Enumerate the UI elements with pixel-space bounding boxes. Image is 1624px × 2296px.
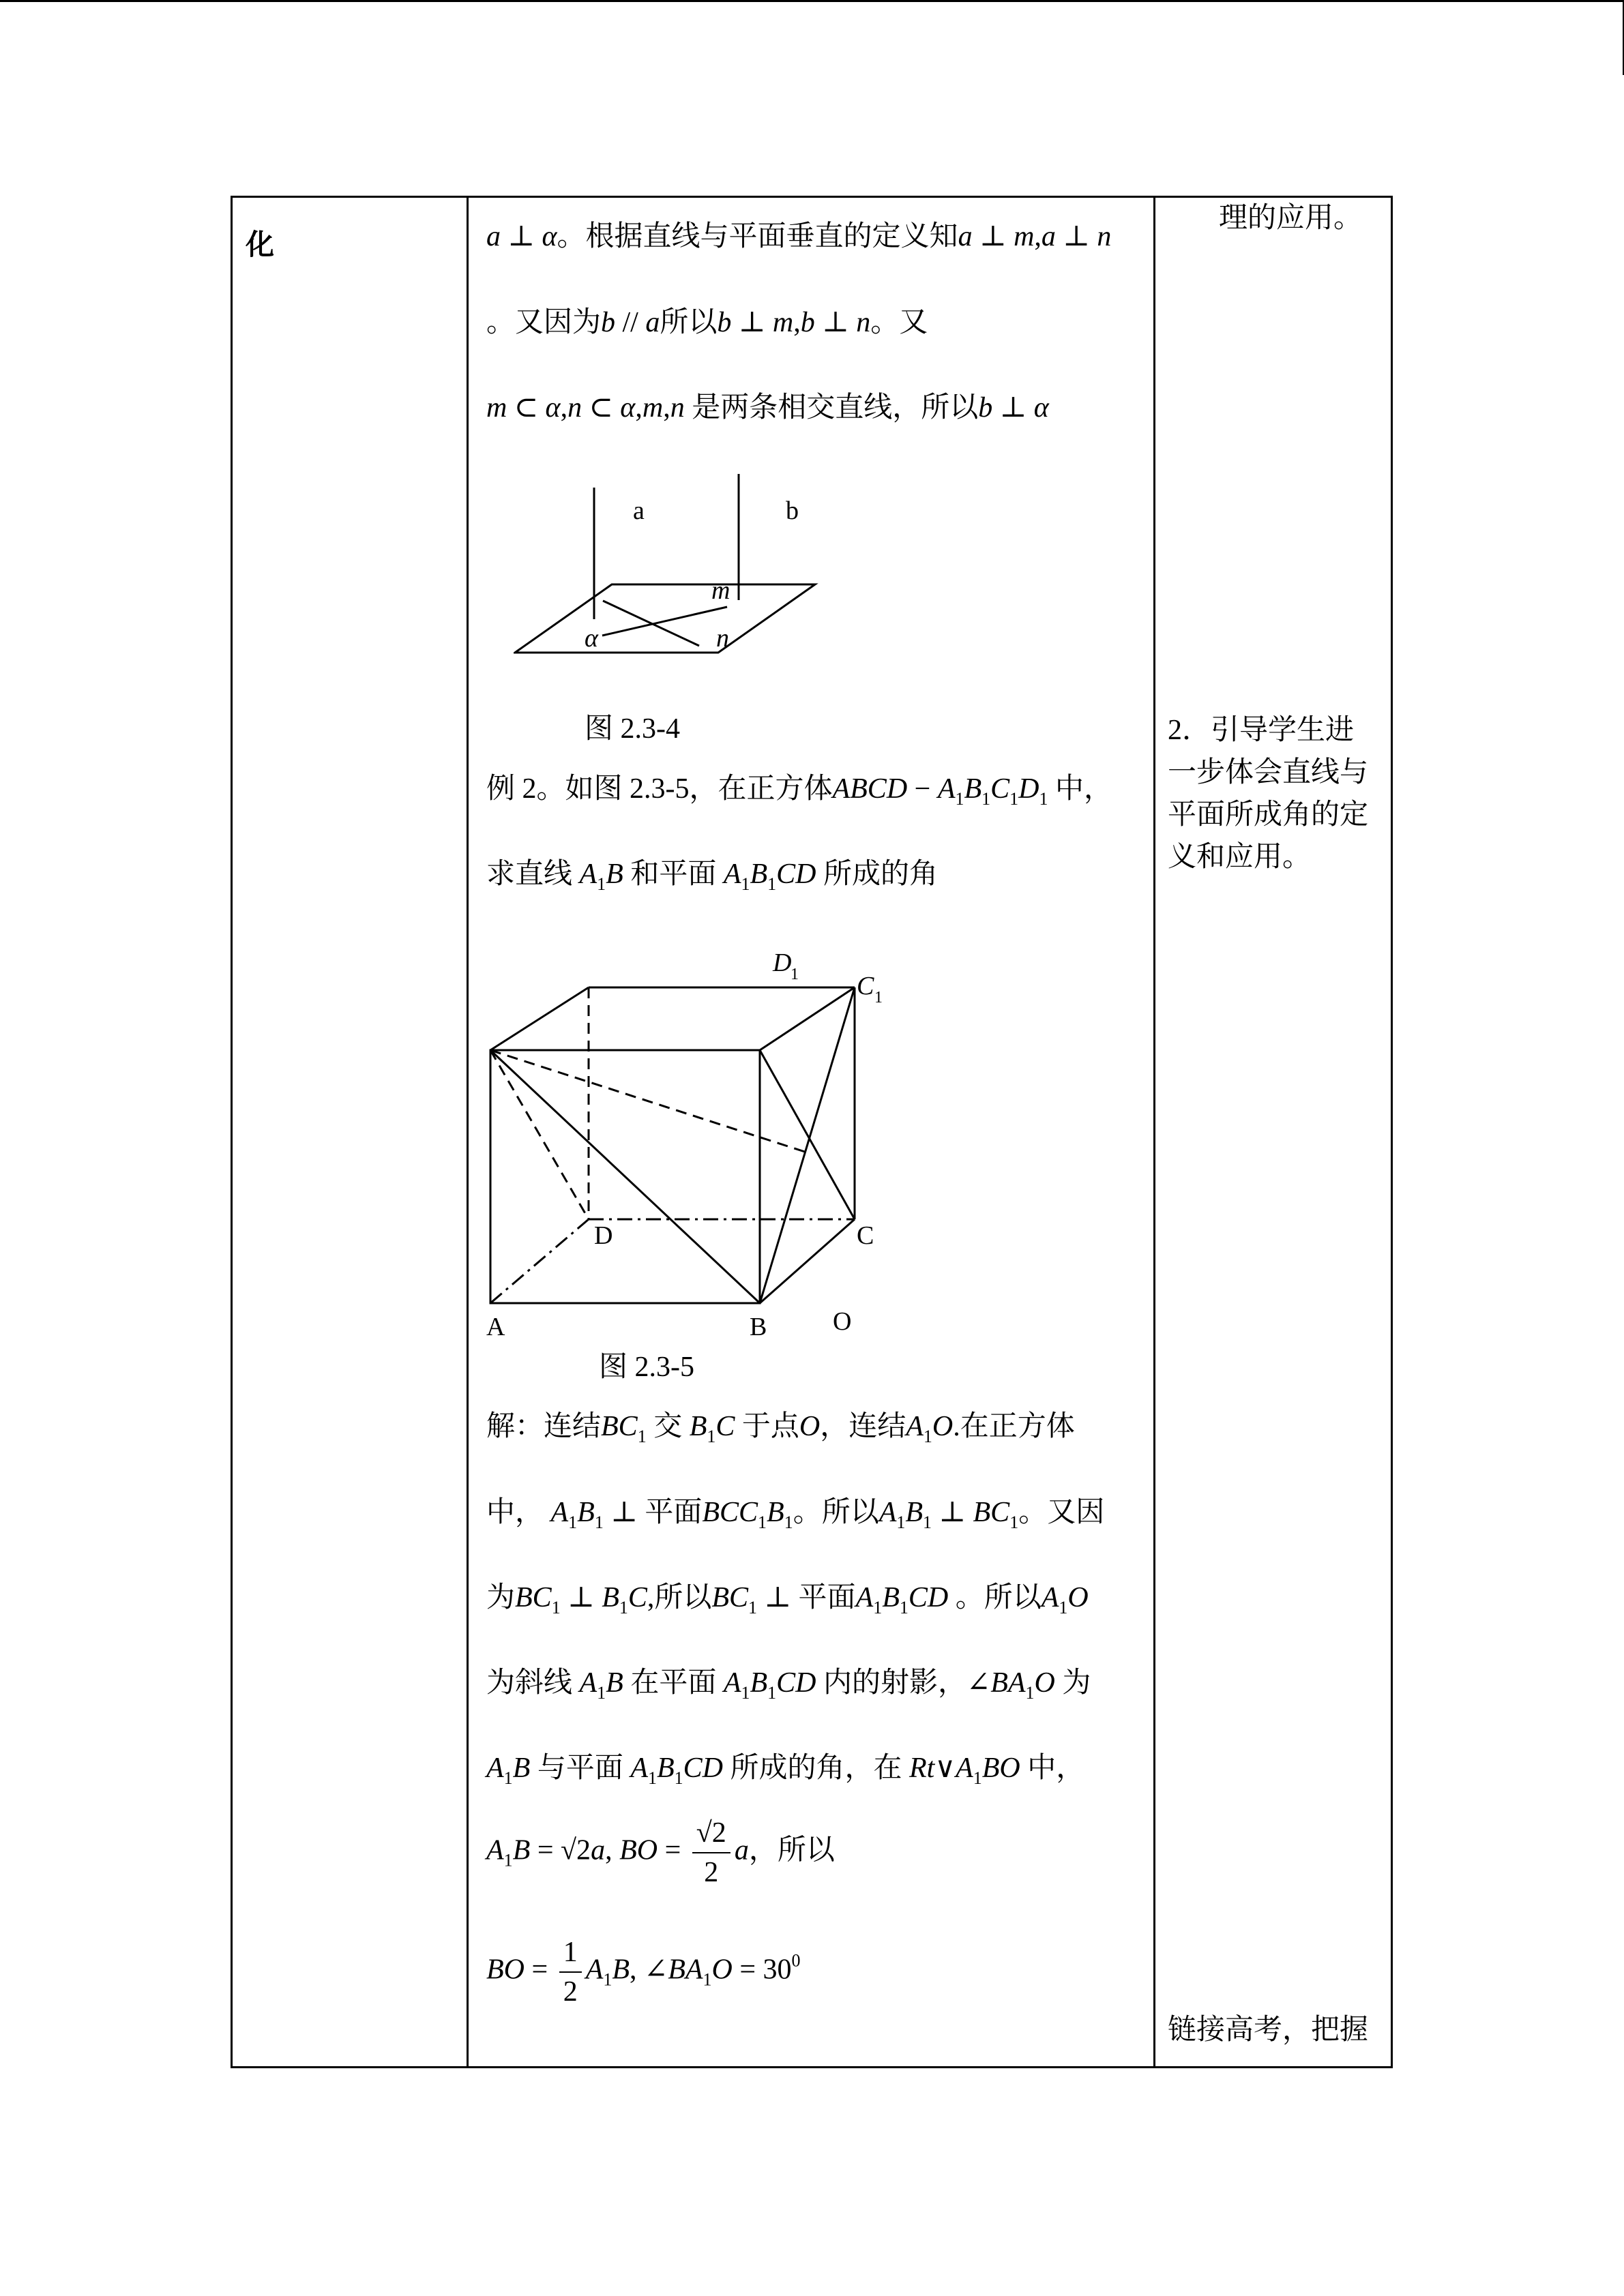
diagonal-a1-b	[490, 1050, 760, 1303]
figure-2-3-5	[485, 948, 1112, 1343]
hidden-a1-d	[490, 1050, 589, 1219]
figure-2-3-4-caption: 图 2.3-4	[585, 713, 680, 745]
example-line-1: 例 2。如图 2.3-5，在正方体ABCD − $A_1B_1C_1D_1$ 中，	[486, 773, 1113, 809]
example-line-2: 求直线 $A_1B$ 和平面 $A_1B_1CD$ 所成的角	[486, 859, 939, 894]
line-n	[603, 601, 699, 646]
edge-b1-c1	[760, 987, 855, 1050]
solution-line-4: 为斜线 $A_1B$ 在平面 $A_1B_1CD$ 内的射影，$\angle BA_1O$ 为	[486, 1667, 1091, 1703]
figure-2-3-5-caption: 图 2.3-5	[599, 1352, 694, 1383]
column-divider-1	[467, 198, 469, 2066]
proof-line-2: 。又因为b // a所以b ⊥ m,b ⊥ n。又	[486, 307, 928, 338]
label-c1-sub: 1	[874, 989, 883, 1007]
hidden-edge-a-d	[490, 1219, 589, 1303]
solution-line-3: 为$BC_1$ ⊥ $B_1C$,所以$BC_1$ ⊥ 平面$A_1B_1CD$ 。所以$A_1O$	[486, 1582, 1089, 1617]
label-d1-sub: 1	[791, 966, 799, 983]
edge-b-c	[760, 1219, 855, 1303]
plane-alpha	[515, 584, 815, 653]
label-c: C	[857, 1221, 874, 1250]
figure-2-3-4	[514, 474, 827, 658]
lesson-table	[231, 196, 1393, 2068]
purpose-note-2: 2．引导学生进一步体会直线与平面所成角的定义和应用。	[1168, 715, 1369, 873]
diagonal-b-c1	[760, 987, 855, 1303]
purpose-note-top: 理的应用。	[1219, 203, 1363, 234]
proof-line-1: a ⊥ α。根据直线与平面垂直的定义知a ⊥ m,a ⊥ n	[486, 221, 1112, 252]
label-d1: D	[773, 949, 792, 977]
line-m	[602, 607, 727, 636]
purpose-note-bottom: 链接高考，把握	[1168, 2014, 1369, 2046]
solution-line-2: 中， $A_1B_1$ ⊥ 平面$BCC_1B_1$。所以$A_1B_1$ ⊥ $BC_1$。又因	[486, 1497, 1105, 1532]
proof-line-3: m ⊂ α,n ⊂ α,m,n 是两条相交直线，所以b ⊥ α	[486, 392, 1049, 423]
page-top-rule	[0, 0, 1624, 2]
solution-line-5: $A_1B$ 与平面 $A_1B_1CD$ 所成的角，在 $Rt\vee A_1BO$ 中，	[486, 1753, 1085, 1788]
label-m: m	[711, 576, 730, 605]
label-a: A	[486, 1313, 505, 1341]
label-n: n	[716, 624, 729, 653]
edge-a1-d1	[490, 987, 589, 1050]
solution-line-1: 解：连结$BC_1$ 交 $B_1C$ 于点O，连结$A_1O$.在正方体	[486, 1411, 1075, 1446]
diagonal-b1-c	[760, 1050, 855, 1219]
label-b: B	[750, 1313, 767, 1341]
label-alpha: α	[585, 624, 598, 653]
solution-line-7: BO = $\frac{1}{2}$ $A_1B$, $\angle BA_1O = 30^0$	[486, 1933, 801, 2011]
stage-label: 化	[246, 228, 275, 261]
label-d: D	[594, 1221, 613, 1250]
solution-line-6: $A_1B = √2a$, BO = $\frac{√2}{2}$ a，所以	[486, 1814, 835, 1892]
label-b: b	[786, 496, 799, 525]
label-a: a	[633, 496, 645, 525]
column-divider-2	[1153, 198, 1155, 2066]
label-c1: C	[857, 972, 874, 1000]
label-o: O	[833, 1307, 852, 1336]
